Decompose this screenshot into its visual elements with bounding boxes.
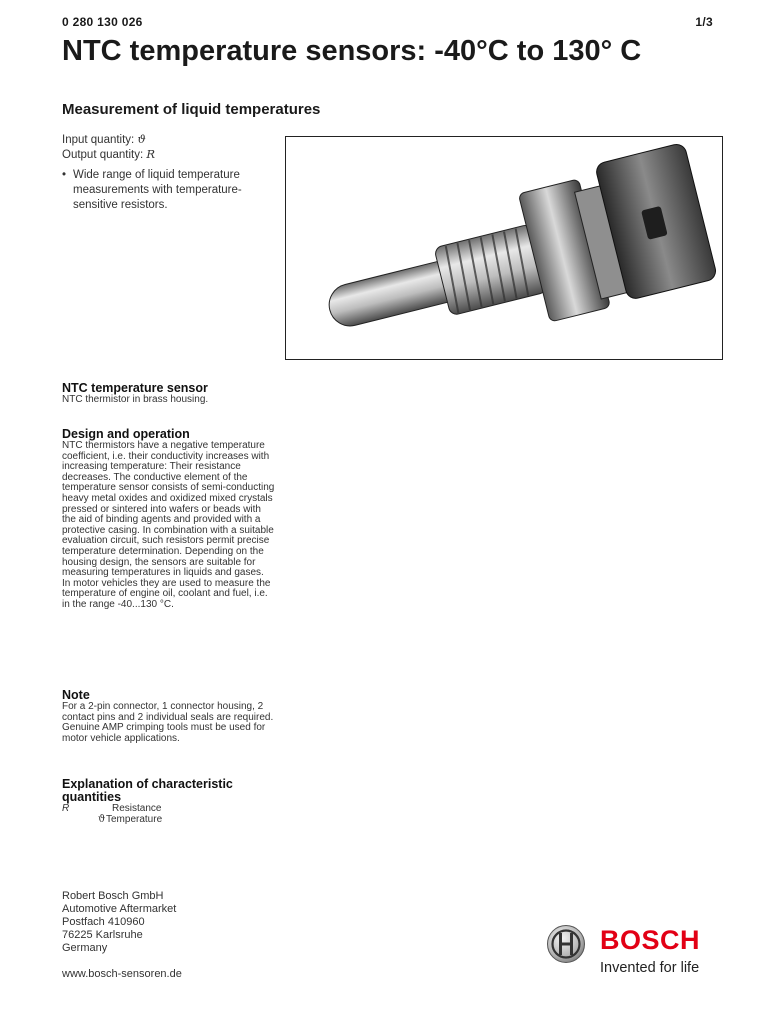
definition-row: [62, 815, 282, 826]
section-ntc-sensor-heading: NTC temperature sensor: [62, 381, 208, 395]
section-ntc-sensor-body: NTC thermistor in brass housing.: [62, 394, 209, 405]
section-note-body: For a 2-pin connector, 1 connector housing, 2 contact pins and 2 individual seals are required.: [62, 701, 274, 723]
input-quantity: [62, 132, 155, 147]
page-number: 1/3: [695, 15, 713, 29]
page-title: NTC temperature sensors: -40°C to 130° C: [62, 35, 642, 67]
company-address: [62, 890, 176, 955]
address-country: Germany: [62, 942, 108, 954]
part-number: 0 280 130 026: [62, 15, 143, 29]
address-division: Automotive Aftermarket: [62, 903, 177, 915]
bosch-armature-icon: [546, 924, 586, 964]
section-design-body-2: In motor vehicles they are used to measure the temperature of engine oil, coolant and fuel, i.e. in the range -40...130 °C.: [62, 577, 271, 610]
bosch-logo: [544, 922, 724, 982]
quantities-block: [62, 132, 155, 162]
website-link[interactable]: www.bosch-sensoren.de: [62, 968, 182, 980]
output-quantity-label: Output quantity:: [62, 149, 144, 161]
feature-bullet-text: Wide range of liquid temperature measurements with temperature-sensitive resistors.: [73, 169, 242, 211]
brand-tagline: Invented for life: [600, 960, 700, 976]
sensor-illustration: [286, 137, 722, 359]
section-note-body-2: Genuine AMP crimping tools must be used for motor vehicle applications.: [62, 722, 266, 744]
feature-bullet: [62, 168, 272, 213]
section-design-operation: [62, 428, 277, 611]
section-ntc-sensor: [62, 382, 277, 406]
section-design-heading: Design and operation: [62, 427, 190, 441]
product-photo: [285, 136, 723, 360]
definitions-list: [62, 804, 282, 825]
address-company: Robert Bosch GmbH: [62, 890, 164, 902]
definition-label: Resistance: [112, 803, 162, 814]
page-subtitle: Measurement of liquid temperatures: [62, 101, 321, 118]
section-note: [62, 689, 277, 744]
output-quantity: [62, 147, 155, 162]
definition-row: [62, 804, 282, 815]
brand-name: BOSCH: [600, 925, 701, 955]
section-design-body: NTC thermistors have a negative temperature coefficient, i.e. their conductivity increases with increasing temperature: Their resistance decreases. The conductive element of the temperature sensor consists of semi-conducting heavy metal oxides and oxidized mixed crystals pressed or sintered into wafers or beads with the aid of binding agents and provided with a protective casing. In combination with a suitable evaluation circuit, such resistors permit precise temperature determination. Depending on the housing design, the sensors are suitable for measuring temperatures in liquids and gases.: [62, 440, 275, 579]
definition-symbol: ϑ: [98, 813, 106, 825]
section-explanation: [62, 778, 282, 825]
input-quantity-label: Input quantity:: [62, 134, 135, 146]
section-explanation-heading: Explanation of characteristic quantities: [62, 777, 233, 804]
bullet-dot-icon: •: [62, 169, 67, 181]
address-postbox: Postfach 410960: [62, 916, 145, 928]
definition-symbol: R: [62, 803, 70, 814]
section-note-heading: Note: [62, 688, 90, 702]
input-quantity-symbol: ϑ: [137, 132, 146, 146]
address-city: 76225 Karlsruhe: [62, 929, 143, 941]
definition-label: Temperature: [106, 813, 163, 825]
output-quantity-symbol: R: [146, 147, 156, 161]
